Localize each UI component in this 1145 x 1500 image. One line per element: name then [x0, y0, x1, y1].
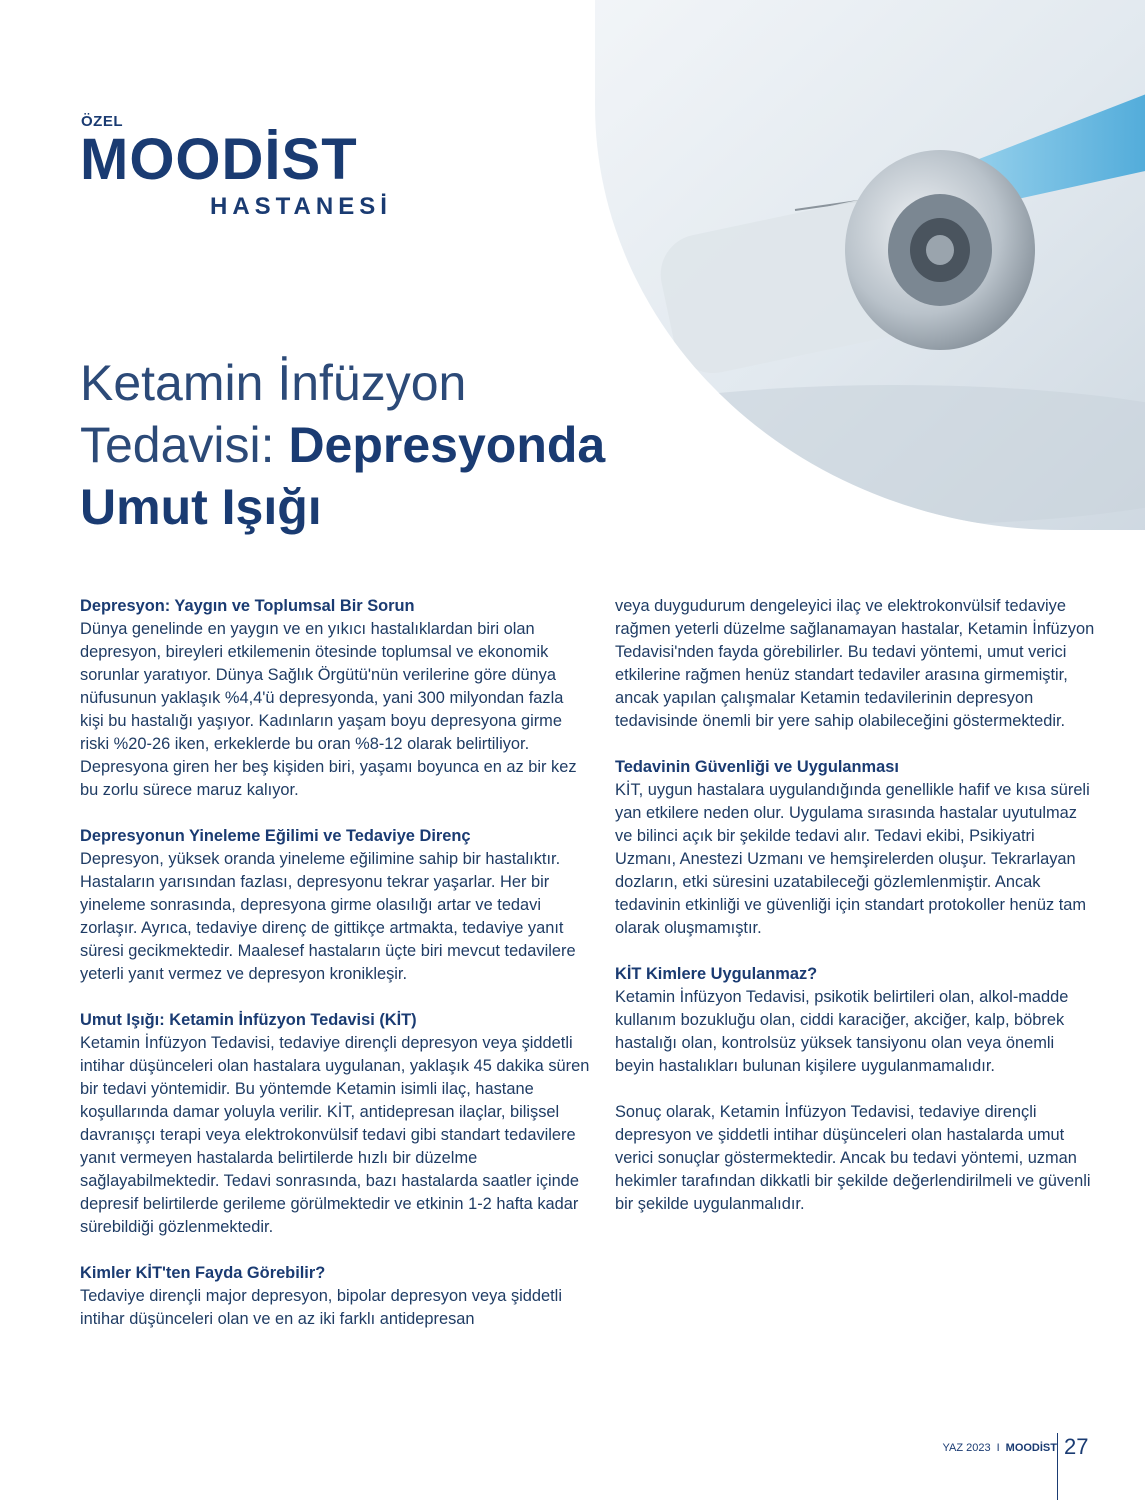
section — [80, 825, 590, 986]
section-heading: Kimler KİT'ten Fayda Görebilir? — [80, 1264, 326, 1282]
section — [615, 1101, 1095, 1216]
title-line3: Umut Işığı — [80, 479, 322, 535]
section-body: Depresyon, yüksek oranda yineleme eğilimine sahip bir hastalıktır. Hastaların yarısından fazlası, depresyonu tekrar yaşarlar. Her bir yineleme sonrasında, depresyona girme olasılığı artar ve tedavi zorlaşır. Ayrıca, tedaviye direnç de gittikçe artmakta, tedaviye yanıt süresi gecikmektedir. Maalesef hastaların üçte biri mevcut tedavilere yeterli yanıt vermez ve depresyon kronikleşir. — [80, 850, 576, 983]
logo-hastanesi: HASTANESİ — [210, 193, 392, 220]
title-line2-light: Tedavisi: — [80, 417, 289, 473]
right-column — [615, 595, 1095, 1239]
article-title — [80, 352, 605, 538]
title-line2-bold: Depresyonda — [288, 417, 606, 473]
section-body: Tedaviye dirençli major depresyon, bipolar depresyon veya şiddetli intihar düşünceleri olan ve en az iki farklı antidepresan — [80, 1287, 562, 1328]
page-number: 27 — [1064, 1434, 1089, 1459]
section-heading: Tedavinin Güvenliği ve Uygulanması — [615, 758, 899, 776]
footer-separator: I — [996, 1442, 1000, 1454]
section-body: Ketamin İnfüzyon Tedavisi, psikotik belirtileri olan, alkol-madde kullanım bozukluğu olan, ciddi karaciğer, akciğer, kalp, böbrek hastalığı olan, kontrolsüz yüksek tansiyonu olan veya önemli beyin hastalıkları bulunan kişilere uygulanmamalıdır. — [615, 988, 1069, 1075]
section-heading: KİT Kimlere Uygulanmaz? — [615, 965, 818, 983]
section — [615, 963, 1095, 1078]
section-heading: Umut Işığı: Ketamin İnfüzyon Tedavisi (KİT) — [80, 1011, 417, 1029]
section-body: Ketamin İnfüzyon Tedavisi, tedaviye dirençli depresyon veya şiddetli intihar düşünceleri olan hastalara uygulanan, yaklaşık 45 dakika süren bir tedavi yöntemidir. Bu yöntemde Ketamin isimli ilaç, hastane koşullarında damar yoluyla verilir. KİT, antidepresan ilaçlar, bilişsel davranışçı terapi veya elektrokonvülsif tedavi gibi standart tedavilere yanıt vermeyen hastalarda belirtilerde hızlı bir düzelme sağlayabilmektedir. Tedavi sonrasında, bazı hastalarda saatler içinde depresif belirtilerde gerileme görülmektedir ve etkinin 1-2 hafta kadar sürebildiği gözlenmektedir. — [80, 1034, 590, 1236]
footer-brand: MOODİST — [1005, 1442, 1057, 1454]
section — [80, 595, 590, 802]
section — [80, 1262, 590, 1331]
section-body: veya duygudurum dengeleyici ilaç ve elektrokonvülsif tedaviye rağmen yeterli düzelme sağlanamayan hastalar, Ketamin İnfüzyon Tedavisi'nden fayda görebilirler. Bu tedavi yöntemi, umut verici etkilerine rağmen henüz standart tedaviler arasına girmemiştir, ancak yapılan çalışmalar Ketamin tedavilerinin depresyon tedavisinde önemli bir yere sahip olabileceğini göstermektedir. — [615, 597, 1095, 730]
section-heading: Depresyonun Yineleme Eğilimi ve Tedaviye Direnç — [80, 827, 471, 845]
footer-divider — [1057, 1433, 1058, 1500]
left-column — [80, 595, 590, 1354]
header-photo-vial — [595, 0, 1145, 530]
hospital-logo — [80, 113, 400, 223]
section-body: Sonuç olarak, Ketamin İnfüzyon Tedavisi, tedaviye dirençli depresyon ve şiddetli intihar düşünceleri olan hastalarda umut verici sonuçlar göstermektedir. Ancak bu tedavi yöntemi, uzman hekimler tarafından dikkatli bir şekilde değerlendirilmeli ve güvenli bir şekilde uygulanmalıdır. — [615, 1103, 1091, 1213]
section — [80, 1009, 590, 1239]
section — [615, 756, 1095, 940]
section-body: KİT, uygun hastalara uygulandığında genellikle hafif ve kısa süreli yan etkilere neden olur. Uygulama sırasında hastalar uyutulmaz ve bilinci açık bir şekilde tedavi alır. Tedavi ekibi, Psikiyatri Uzmanı, Anestezi Uzmanı ve hemşirelerden oluşur. Tekrarlayan dozların, etki süresini uzatabileceği gözlemlenmiştir. Ancak tedavinin etkinliği ve güvenliği için standart protokoller henüz tam olarak oluşmamıştır. — [615, 781, 1090, 937]
section-body: Dünya genelinde en yaygın ve en yıkıcı hastalıklardan biri olan depresyon, bireyleri etkilemenin ötesinde toplumsal ve ekonomik sorunlar yaratıyor. Dünya Sağlık Örgütü'nün verilerine göre dünya nüfusunun yaklaşık %4,4'ü depresyonda, yani 300 milyondan fazla kişi bu hastalığı yaşıyor. Kadınların yaşam boyu depresyona girme riski %20-26 iken, erkeklerde bu oran %8-12 olarak belirtiliyor. Depresyona giren her beş kişiden biri, yaşamı boyunca en az bir kez bu zorlu sürece maruz kalıyor. — [80, 620, 577, 799]
section-heading: Depresyon: Yaygın ve Toplumsal Bir Sorun — [80, 597, 415, 615]
logo-brand: MOODİST — [80, 127, 358, 192]
title-line1: Ketamin İnfüzyon — [80, 355, 467, 411]
footer-issue: YAZ 2023 — [942, 1442, 991, 1454]
section — [615, 595, 1095, 733]
page-footer — [942, 1442, 1057, 1454]
logo-ozel: ÖZEL — [81, 113, 123, 130]
